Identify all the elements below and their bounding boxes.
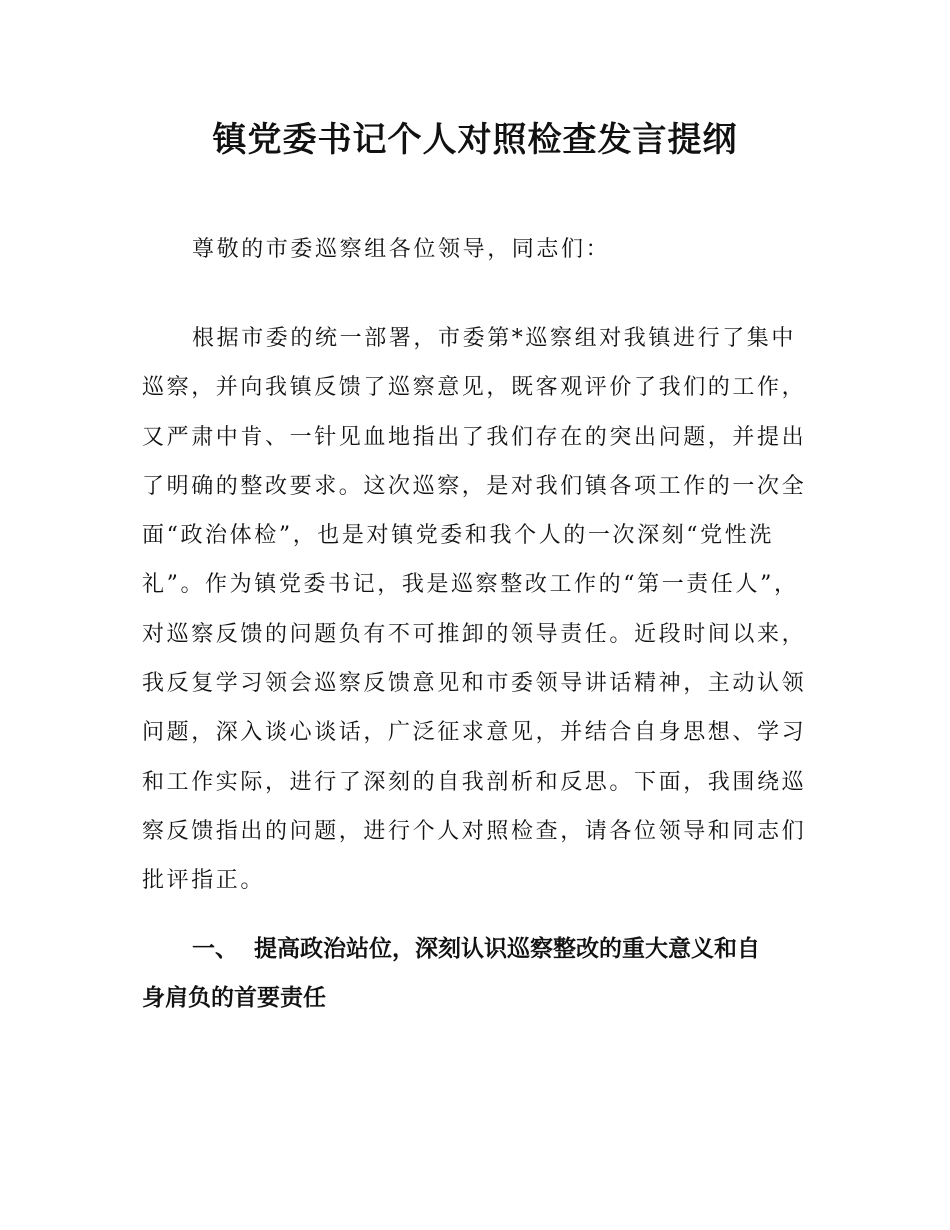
section-heading-line: 提高政治站位，深刻认识巡察整改的重大意义和自 xyxy=(254,936,760,962)
paragraph-line: 和工作实际，进行了深刻的自我剖析和反思。下面，我围绕巡 xyxy=(142,769,807,795)
section-number: 一、 xyxy=(192,936,238,962)
document-title: 镇党委书记个人对照检查发言提纲 xyxy=(212,120,738,160)
salutation: 尊敬的市委巡察组各位领导，同志们： xyxy=(192,237,611,262)
paragraph-line: 我反复学习领会巡察反馈意见和市委领导讲话精神，主动认领 xyxy=(142,671,807,697)
paragraph-line: 巡察，并向我镇反馈了巡察意见，既客观评价了我们的工作， xyxy=(142,375,807,401)
paragraph-line: 面“政治体检”，也是对镇党委和我个人的一次深刻“党性洗 xyxy=(142,523,774,549)
paragraph-line: 问题，深入谈心谈话，广泛征求意见，并结合自身思想、学习 xyxy=(142,720,807,746)
paragraph-line: 对巡察反馈的问题负有不可推卸的领导责任。近段时间以来， xyxy=(142,621,807,647)
body-paragraph xyxy=(142,314,826,906)
paragraph-line: 批评指正。 xyxy=(142,868,266,894)
paragraph-line: 根据市委的统一部署，市委第*巡察组对我镇进行了集中 xyxy=(192,326,797,351)
section-heading xyxy=(142,925,826,1024)
paragraph-line: 礼”。作为镇党委书记，我是巡察整改工作的“第一责任人”， xyxy=(142,572,799,598)
section-heading-line: 身肩负的首要责任 xyxy=(142,985,326,1012)
paragraph-line: 又严肃中肯、一针见血地指出了我们存在的突出问题，并提出 xyxy=(142,424,807,450)
paragraph-line: 察反馈指出的问题，进行个人对照检查，请各位领导和同志们 xyxy=(142,818,807,844)
paragraph-line: 了明确的整改要求。这次巡察，是对我们镇各项工作的一次全 xyxy=(142,473,807,499)
